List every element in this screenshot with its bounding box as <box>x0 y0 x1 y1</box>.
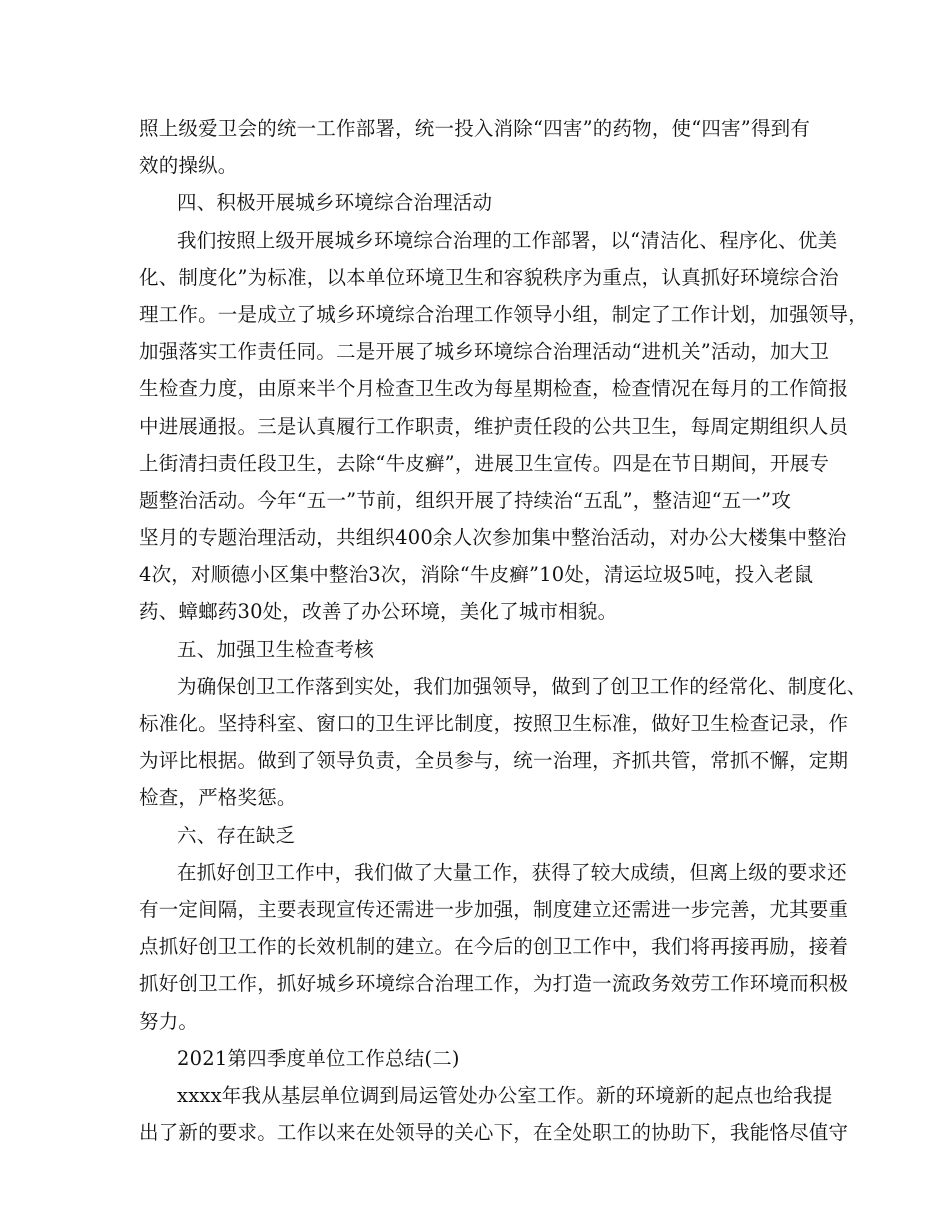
body-text-line: 点抓好创卫工作的长效机制的建立。在今后的创卫工作中，我们将再接再励，接着 <box>139 935 849 958</box>
body-text-line: 努力。 <box>139 1010 199 1033</box>
body-text-line: 坚月的专题治理活动，共组织400余人次参加集中整治活动，对办公大楼集中整治 <box>139 526 847 549</box>
body-text-line: 检查，严格奖惩。 <box>139 786 297 809</box>
body-text-line: 化、制度化”为标准，以本单位环境卫生和容貌秩序为重点，认真抓好环境综合治 <box>139 266 839 289</box>
body-text-line: 效的操纵。 <box>139 154 238 177</box>
body-text-line: 为确保创卫工作落到实处，我们加强领导，做到了创卫工作的经常化、制度化、 <box>177 675 867 698</box>
body-text-line: 中进展通报。三是认真履行工作职责，维护责任段的公共卫生，每周定期组织人员 <box>139 415 849 438</box>
body-text-line: 出了新的要求。工作以来在处领导的关心下，在全处职工的协助下，我能恪尽值守 <box>139 1121 849 1144</box>
section-heading: 四、积极开展城乡环境综合治理活动 <box>177 191 493 214</box>
body-text-line: 为评比根据。做到了领导负责，全员参与，统一治理，齐抓共管，常抓不懈，定期 <box>139 749 849 772</box>
body-text-line: 我们按照上级开展城乡环境综合治理的工作部署，以“清洁化、程序化、优美 <box>177 229 838 252</box>
body-text-line: 4次，对顺德小区集中整治3次，消除“牛皮癣”10处，清运垃圾5吨，投入老鼠 <box>139 563 814 586</box>
body-text-line: xxxx年我从基层单位调到局运管处办公室工作。新的环境新的起点也给我提 <box>177 1084 833 1107</box>
body-text-line: 药、蟑螂药30处，改善了办公环境，美化了城市相貌。 <box>139 600 618 623</box>
body-text-line: 理工作。一是成立了城乡环境综合治理工作领导小组，制定了工作计划，加强领导， <box>139 303 868 326</box>
body-text-line: 生检查力度，由原来半个月检查卫生改为每星期检查，检查情况在每月的工作简报 <box>139 377 849 400</box>
body-text-line: 照上级爱卫会的统一工作部署，统一投入消除“四害”的药物，使“四害”得到有 <box>139 117 811 140</box>
body-text-line: 题整治活动。今年“五一”节前，组织开展了持续治“五乱”，整洁迎“五一”攻 <box>139 489 792 512</box>
body-text-line: 加强落实工作责任同。二是开展了城乡环境综合治理活动“进机关”活动，加大卫 <box>139 340 830 363</box>
section-heading: 六、存在缺乏 <box>177 824 296 847</box>
body-text-line: 上街清扫责任段卫生，去除“牛皮癣”，进展卫生宣传。四是在节日期间，开展专 <box>139 452 830 475</box>
section-heading: 五、加强卫生检查考核 <box>177 638 375 661</box>
body-text-line: 抓好创卫工作，抓好城乡环境综合治理工作，为打造一流政务效劳工作环境而积极 <box>139 972 849 995</box>
body-text-line: 标准化。坚持科室、窗口的卫生评比制度，按照卫生标准，做好卫生检查记录，作 <box>139 712 849 735</box>
body-text-line: 在抓好创卫工作中，我们做了大量工作，获得了较大成绩，但离上级的要求还 <box>177 861 847 884</box>
body-text-line: 有一定间隔，主要表现宣传还需进一步加强，制度建立还需进一步完善，尤其要重 <box>139 898 849 921</box>
document-subtitle: 2021第四季度单位工作总结(二) <box>177 1047 460 1070</box>
